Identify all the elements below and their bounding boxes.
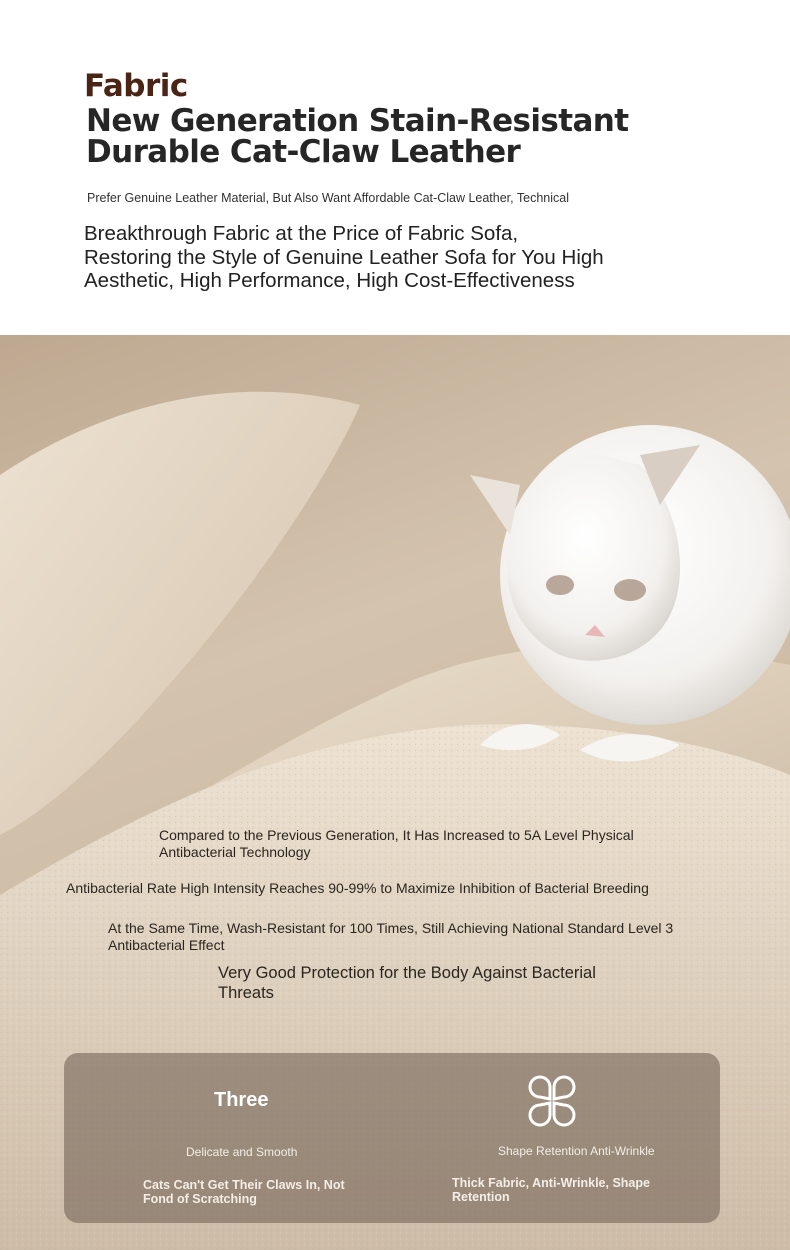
- claim-antibacterial-level: Compared to the Previous Generation, It Has Increased to 5A Level Physical Antibacterial Technology: [159, 827, 634, 860]
- title-line-1: New Generation Stain-Resistant: [86, 103, 629, 139]
- feature-left-label: Delicate and Smooth: [186, 1145, 298, 1159]
- lead-line-1: Breakthrough Fabric at the Price of Fabric Sofa,: [84, 222, 519, 245]
- lead-paragraph: [84, 222, 704, 293]
- hero-image-section: [0, 335, 790, 1250]
- claim-antibacterial-rate: Antibacterial Rate High Intensity Reaches 90-99% to Maximize Inhibition of Bacterial Breeding: [66, 880, 649, 896]
- header-section: [0, 0, 790, 335]
- clover-icon: [526, 1075, 578, 1127]
- subnote-text: Prefer Genuine Leather Material, But Also Want Affordable Cat-Claw Leather, Technical: [87, 191, 569, 205]
- feature-left-desc: Cats Can't Get Their Claws In, Not Fond of Scratching: [143, 1178, 345, 1206]
- title-line-2: Durable Cat-Claw Leather: [86, 134, 521, 170]
- lead-line-3: Aesthetic, High Performance, High Cost-Effectiveness: [84, 269, 575, 292]
- claim-body-protection: Very Good Protection for the Body Against Bacterial Threats: [218, 964, 596, 1002]
- feature-right-desc: Thick Fabric, Anti-Wrinkle, Shape Retention: [452, 1176, 650, 1204]
- feature-count-word: Three: [214, 1089, 269, 1111]
- claim-wash-resistant: At the Same Time, Wash-Resistant for 100 Times, Still Achieving National Standard Level 3 Antibacterial Effect: [108, 920, 674, 953]
- category-kicker: Fabric: [84, 68, 188, 104]
- lead-line-2: Restoring the Style of Genuine Leather Sofa for You High: [84, 245, 604, 269]
- feature-panel: [64, 1053, 720, 1223]
- feature-right-label: Shape Retention Anti-Wrinkle: [498, 1144, 655, 1158]
- page-title: [86, 103, 726, 170]
